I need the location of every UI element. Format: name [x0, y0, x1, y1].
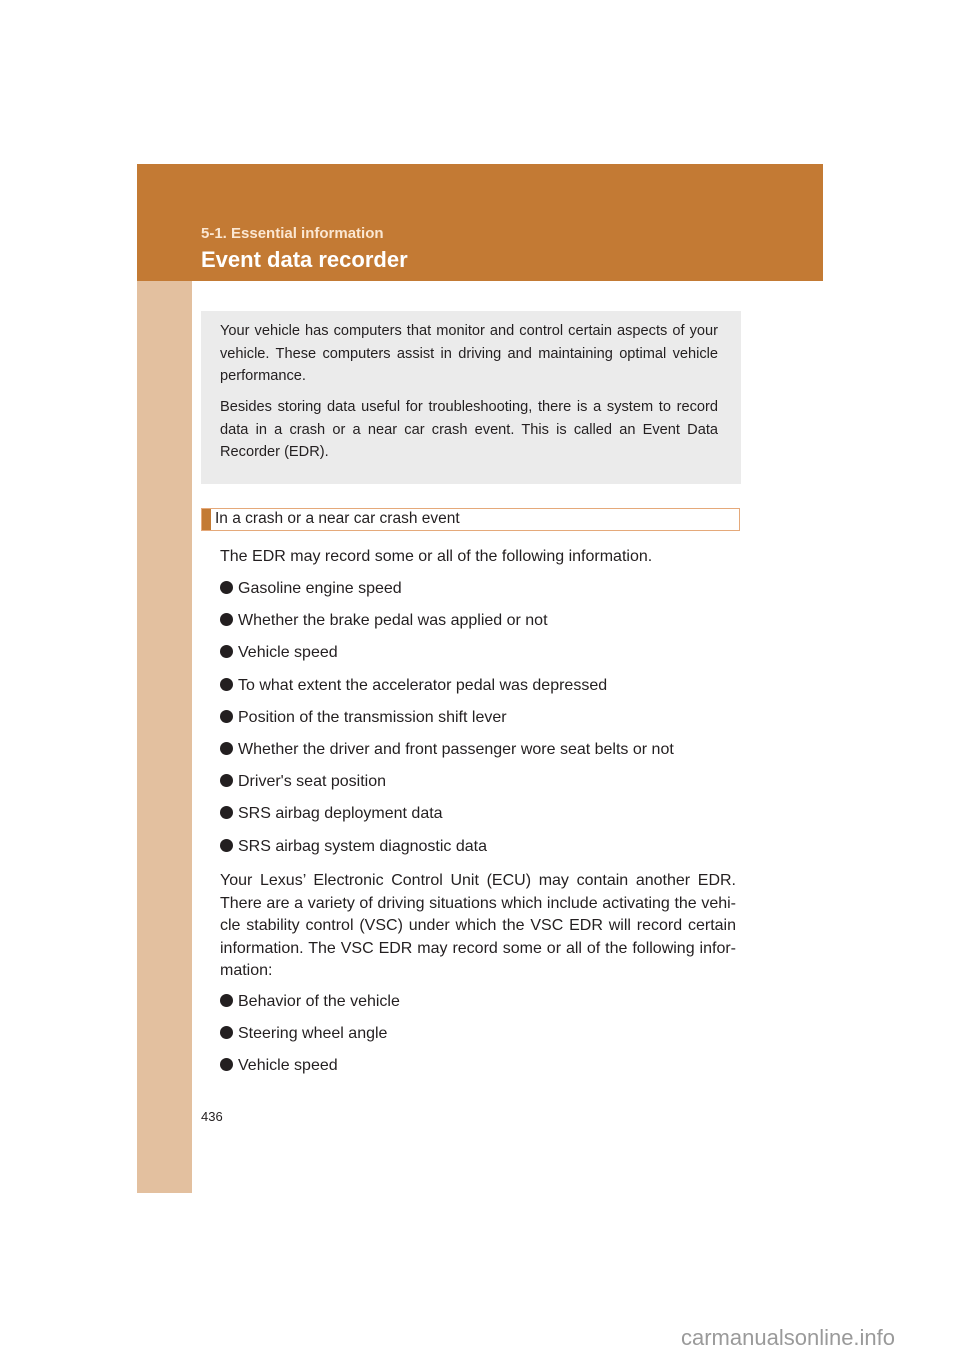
intro-paragraph-2: Besides storing data useful for troubleshooting, there is a system to record data in a crash or a near car crash event. This is called an Event Data Recorder (EDR). — [220, 399, 718, 461]
list-item-text: Behavior of the vehicle — [238, 993, 400, 1010]
bullet-icon — [220, 839, 233, 852]
list-item-text: Whether the driver and front passenger wore seat belts or not — [238, 741, 674, 758]
list-item — [220, 741, 674, 759]
bullet-icon — [220, 1058, 233, 1071]
list-item — [220, 677, 607, 695]
bullet-icon — [220, 613, 233, 626]
bullet-icon — [220, 1026, 233, 1039]
lead-text: The EDR may record some or all of the following information. — [220, 548, 653, 565]
list-item — [220, 709, 507, 727]
side-tab-strip — [137, 281, 192, 1193]
subheading: In a crash or a near car crash event — [215, 510, 460, 527]
list-item — [220, 644, 338, 662]
list-item — [220, 838, 487, 856]
list-item-text: Position of the transmission shift lever — [238, 708, 507, 726]
page-number: 436 — [201, 1109, 223, 1124]
list-item-text: To what extent the accelerator pedal was depressed — [238, 676, 608, 694]
bullet-icon — [220, 678, 233, 691]
watermark: carmanualsonline.info — [681, 1325, 896, 1350]
list-item — [220, 612, 548, 630]
list-item-text: SRS airbag deployment data — [238, 805, 443, 823]
list-item-text: Steering wheel angle — [238, 1025, 388, 1043]
list-item-text: Whether the brake pedal was applied or not — [238, 612, 548, 630]
bullet-icon — [220, 742, 233, 755]
list-item — [220, 805, 443, 823]
list-item — [220, 773, 386, 791]
list-item-text: Vehicle speed — [238, 1057, 338, 1075]
list-item — [220, 993, 400, 1011]
vsc-paragraph: Your Lexus’ Electronic Control Unit (ECU) may contain another EDR. There are a variety of driving situations which include activating the vehi-cle stability control (VSC) under which the VSC EDR will record certain information. The VSC EDR may record some or all of the following infor-mation: — [220, 872, 736, 980]
bullet-icon — [220, 994, 233, 1007]
list-item-text: Vehicle speed — [238, 644, 338, 662]
list-item — [220, 1025, 387, 1043]
list-item — [220, 580, 402, 598]
list-item-text: SRS airbag system diagnostic data — [238, 837, 488, 855]
subheading-box — [201, 508, 740, 531]
intro-box — [201, 311, 741, 484]
bullet-icon — [220, 645, 233, 658]
page-title: Event data recorder — [201, 247, 408, 272]
list-item-text: Driver's seat position — [238, 773, 386, 791]
list-item — [220, 1057, 338, 1075]
subheading-accent-bar — [202, 509, 211, 530]
section-label: 5-1. Essential information — [201, 225, 384, 242]
list-item-text: Gasoline engine speed — [238, 580, 402, 597]
bullet-icon — [220, 710, 233, 723]
bullet-icon — [220, 774, 233, 787]
bullet-icon — [220, 581, 233, 594]
bullet-icon — [220, 806, 233, 819]
intro-paragraph-1: Your vehicle has computers that monitor and control certain aspects of your vehicle. These computers assist in driving and maintaining optimal vehicle performance. — [220, 323, 718, 385]
